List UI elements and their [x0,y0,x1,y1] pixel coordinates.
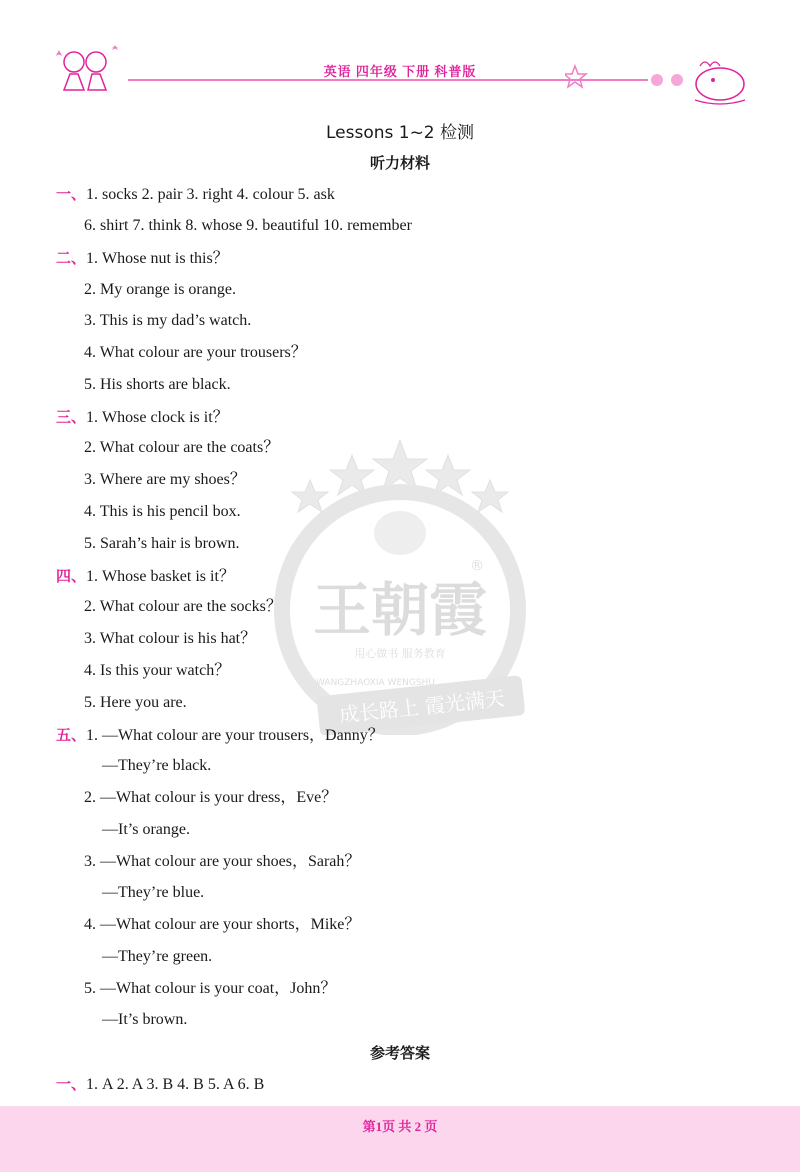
page-title: Lessons 1~2 检测 [325,123,475,143]
section-5-line-4: —It’s orange. [102,821,190,838]
watermark-brand: 王朝霞 [312,576,488,644]
section-1-line-1: 一、1. socks 2. pair 3. right 4. colour 5. ask [56,185,335,203]
section-2-line-1: 二、1. Whose nut is this？ [56,249,229,267]
header-title: 英语 四年级 下册 科普版 [323,64,477,79]
section-4-line-5: 5. Here you are. [84,694,187,711]
section-2-line-5: 5. His shorts are black. [84,376,231,393]
section-3-line-5: 5. Sarah’s hair is brown. [84,535,240,552]
section-5-line-3: 2. —What colour is your dress，Eve？ [84,789,338,806]
section-5-line-2: —They’re black. [102,757,212,774]
section-4-line-1: 四、1. Whose basket is it？ [56,567,235,585]
answers-line-1: 一、1. A 2. A 3. B 4. B 5. A 6. B [56,1075,265,1093]
section-title-listening: 听力材料 [369,154,430,172]
section-4-line-4: 4. Is this your watch？ [84,662,231,679]
section-5-line-6: —They’re blue. [102,884,205,901]
section-3-line-1: 三、1. Whose clock is it？ [56,408,229,426]
section-mark: 三、 [56,408,87,426]
section-mark: 四、 [56,567,87,585]
section-2-line-2: 2. My orange is orange. [84,281,236,298]
section-mark: 一、 [56,185,87,203]
section-4-line-3: 3. What colour is his hat？ [84,630,257,647]
section-mark: 二、 [56,249,87,267]
watermark-ring-text: WANGZHAOXIA WENGSHU [316,678,435,688]
section-2-line-3: 3. This is my dad’s watch. [84,312,252,329]
section-4-line-2: 2. What colour are the socks？ [84,598,282,615]
section-mark: 一、 [56,1075,87,1093]
decorative-whale-icon [565,58,755,108]
portrait-icon [374,511,426,555]
watermark-motto: 用心做书 服务教育 [354,647,446,660]
section-5-line-10: —It’s brown. [102,1011,188,1028]
section-3-line-3: 3. Where are my shoes？ [84,471,246,488]
section-title-answers: 参考答案 [369,1044,430,1062]
svg-text:®: ® [470,558,484,574]
section-5-line-7: 4. —What colour are your shorts，Mike？ [84,916,361,933]
page-number: 第1页 共 2 页 [362,1119,438,1134]
section-1-line-2: 6. shirt 7. think 8. whose 9. beautiful 10. remember [84,217,412,234]
section-5-line-9: 5. —What colour is your coat，John？ [84,980,337,997]
section-3-line-2: 2. What colour are the coats？ [84,439,280,456]
section-3-line-4: 4. This is his pencil box. [84,503,241,520]
section-2-line-4: 4. What colour are your trousers？ [84,344,307,361]
section-5-line-1: 五、1. —What colour are your trousers，Danny？ [56,726,384,744]
section-5-line-8: —They’re green. [102,948,213,965]
publisher-watermark-seal [270,435,530,735]
section-mark: 五、 [56,726,87,744]
watermark-banner: 成长路上 霞光满天 [338,686,506,728]
section-5-line-5: 3. —What colour are your shoes，Sarah？ [84,853,361,870]
